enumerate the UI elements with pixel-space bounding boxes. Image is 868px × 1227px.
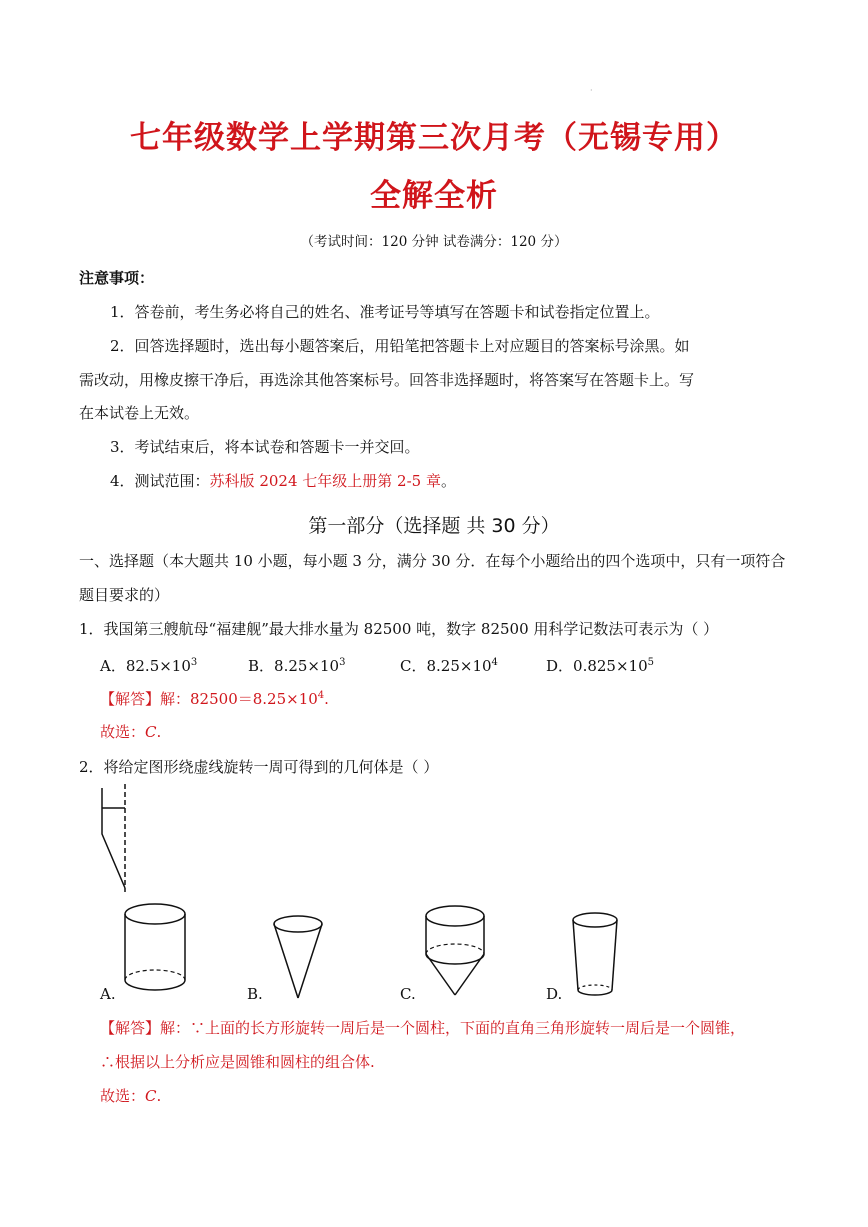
q2-stem: 2．将给定图形绕虚线旋转一周可得到的几何体是（ ）: [79, 758, 439, 776]
section-title: 第一部分（选择题 共 30 分）: [308, 515, 560, 537]
notice-item-4-prefix: 4．测试范围：: [110, 472, 210, 490]
q2-option-b-cone: [268, 912, 330, 1002]
notice-item-2-line-2: 需改动，用橡皮擦干净后，再选涂其他答案标号。回答非选择题时，将答案写在答题卡上。写: [79, 371, 695, 389]
q2-option-b-label: B.: [247, 985, 263, 1003]
q1-option-b-exp: 3: [339, 657, 346, 668]
q2-choice: [100, 1086, 161, 1106]
notice-item-3: 3．考试结束后，将本试卷和答题卡一并交回。: [110, 438, 420, 456]
q1-option-d-value: 0.825×10: [573, 657, 648, 675]
notice-item-2-line-3: 在本试卷上无效。: [79, 404, 200, 422]
scan-dot: ·: [590, 86, 593, 95]
q2-answer-line-2: ∴根据以上分析应是圆锥和圆柱的组合体.: [100, 1053, 375, 1071]
q1-option-a-exp: 3: [190, 657, 198, 668]
exam-subtitle: 全解全析: [370, 178, 498, 214]
part-intro-line-1: 一、选择题（本大题共 10 小题，每小题 3 分，满分 30 分．在每个小题给出的四个选项中，只有一项符合: [79, 552, 786, 570]
q1-option-b: [248, 655, 345, 676]
exam-title: 七年级数学上学期第三次月考（无锡专用）: [130, 120, 738, 156]
q1-option-d-label: D．: [546, 657, 574, 675]
q1-option-a-label: A．: [100, 657, 126, 675]
q1-option-c-label: C．: [400, 657, 427, 675]
notice-heading: 注意事项：: [79, 269, 155, 287]
q1-answer-text: 82500＝8.25×10: [190, 690, 318, 708]
q2-option-c-combined: [420, 902, 492, 1000]
q2-option-a-cylinder: [118, 900, 194, 998]
notice-item-2-line-1: 2．回答选择题时，选出每小题答案后，用铅笔把答题卡上对应题目的答案标号涂黑。如: [110, 337, 690, 355]
q1-answer-tag: 【解答】解：: [100, 690, 191, 708]
notice-item-4-suffix: 。: [440, 472, 456, 490]
q1-choice-letter: C: [145, 723, 157, 741]
q1-option-c-exp: 4: [491, 657, 498, 668]
q2-choice-end: .: [156, 1087, 162, 1105]
q2-choice-prefix: 故选：: [100, 1087, 146, 1105]
q2-option-a-label: A.: [100, 985, 116, 1003]
q2-given-figure: [96, 782, 136, 894]
q1-stem: 1．我国第三艘航母“福建舰”最大排水量为 82500 吨，数字 82500 用科学记数法可表示为（ ）: [79, 620, 719, 638]
q1-option-d-exp: 5: [647, 657, 655, 668]
q1-answer-end: .: [324, 690, 329, 708]
q1-choice-end: .: [156, 723, 162, 741]
q2-answer-text-1: ∵上面的长方形旋转一周后是一个圆柱，下面的直角三角形旋转一周后是一个圆锥，: [190, 1019, 746, 1037]
q1-option-a: [100, 655, 197, 676]
q2-choice-letter: C: [145, 1087, 157, 1105]
q1-option-c: [400, 655, 498, 676]
notice-item-1: 1．答卷前，考生务必将自己的姓名、准考证号等填写在答题卡和试卷指定位置上。: [110, 303, 660, 321]
notice-item-4: [110, 471, 456, 491]
q2-option-c-label: C.: [400, 985, 416, 1003]
q1-choice: [100, 722, 161, 742]
q2-option-d-label: D.: [546, 985, 563, 1003]
test-range: 苏科版 2024 七年级上册第 2-5 章: [209, 472, 441, 490]
q2-answer-tag: 【解答】解：: [100, 1019, 191, 1037]
q1-option-c-value: 8.25×10: [426, 657, 492, 675]
q1-answer-exp: 4: [317, 690, 325, 701]
q2-option-d-frustum: [568, 910, 624, 1000]
exam-meta: （考试时间：120 分钟 试卷满分：120 分）: [300, 234, 568, 250]
q2-given-shape-outline: [102, 788, 125, 888]
q1-option-d: [546, 655, 654, 676]
part-intro-line-2: 题目要求的）: [79, 586, 170, 604]
q1-option-b-label: B．: [248, 657, 275, 675]
q1-option-b-value: 8.25×10: [274, 657, 340, 675]
q1-answer: [100, 689, 329, 709]
q2-answer-line-1: [100, 1018, 745, 1038]
q1-option-a-value: 82.5×10: [125, 657, 191, 675]
q1-choice-prefix: 故选：: [100, 723, 146, 741]
